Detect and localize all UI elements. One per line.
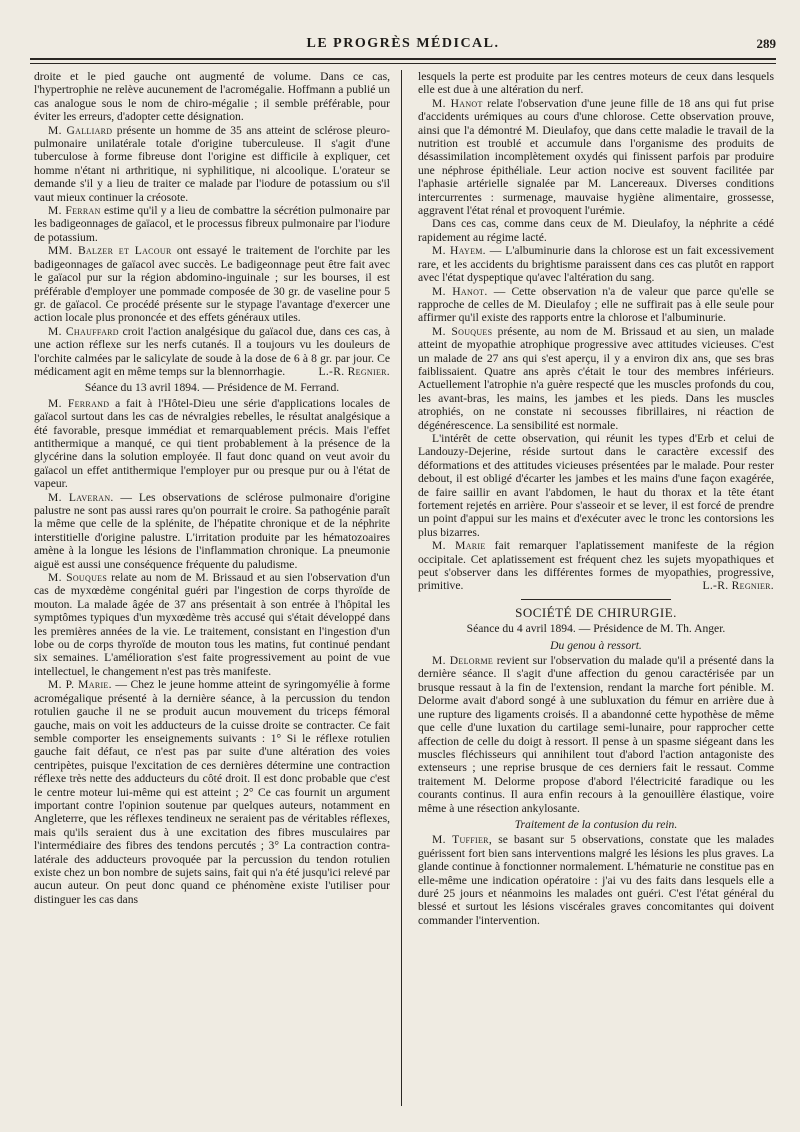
paragraph: L'intérêt de cette observation, qui réunit les types d'Erb et celui de Landouzy-Dejerine, réside surtout dans le caractère excessif des déformations et des attitudes vicieuses présentées par le malade. Pour rester debout, il est obligé d'écarter les jambes et les mains d'une façon exagérée, de faire saillir en avant l'abdomen, le haut du thorax et la tête étant fortement rejetés en arrière. Pour s'asseoir et se lever, il est forcé de prendre un point d'appui sur les mains et d'exécuter avec le tronc les contorsions les plus bizarres.	[418, 431, 774, 539]
paragraph: M. P. Marie. — Chez le jeune homme atteint de syringomyélie à forme acromégalique présenté à la dernière séance, à la percussion du tendon rotulien gauche il ne se produit aucun mouvement du triceps fémoral gauche, mais on voit les adducteurs de la cuisse droite se contracter. Ce fait semble comporter les enseignements suivants : 1° Si le réflexe rotulien gauche fait défaut, ce n'est pas par suite d'une altération des voies centripètes, puisque l'excitation de ces dernières détermine une contraction réflexe très nette des adducteurs du côté droit. Il est donc probable que c'est le centre moteur lui-même qui est atteint ; 2° Ce cas fournit un argument important contre l'opinion soutenue par quelques auteurs, notamment en Angleterre, que les réflexes tendineux ne seraient pas de véritables réflexes, mais qu'ils seraient dus à une excitation des fibres musculaires par l'intermédiaire des fibres des tendons percutés ; 3° La contraction contra-latérale des adducteurs provoquée par la percussion du tendon rotulien existe chez un bon nombre de sujets sains, fait qui n'a été jusqu'ici relevé par aucun auteur. On peut donc quand ce phénomène existe l'utiliser pour distinguer les cas dans	[34, 678, 390, 906]
speaker-name: M. Ferrand	[48, 396, 110, 410]
paragraph: M. Ferran estime qu'il y a lieu de combattre la sécrétion pulmonaire par les badigeonnages de gaïacol, et le processus fibreux pulmonaire par l'iodure de potassium.	[34, 204, 390, 244]
section-separator	[521, 599, 671, 600]
signature: L.-R. Regnier.	[702, 579, 774, 593]
session-heading: Séance du 13 avril 1894. — Présidence de M. Ferrand.	[84, 381, 340, 395]
paragraph: M. Souques relate au nom de M. Brissaud et au sien l'observation d'un cas de myxœdème congénital guéri par l'ingestion de corps thyroïde de mouton. La malade âgée de 37 ans présentait à son entrée à l'hôpital les symptômes typiques d'un myxœdème très accusé qui s'était développé dans les premières années de la vie. Le traitement, consistant en l'ingestion d'un lobe ou de corps thyroïde de mouton tous les matins, fut continué pendant six semaines. L'amélioration s'est faite progressivement au point de vue intellectuel, le changement n'est pas très manifeste.	[34, 571, 390, 678]
paragraph: M. Hayem. — L'albuminurie dans la chlorose est un fait excessivement rare, et les accidents du brightisme paraissent dans ces cas plutôt en rapport avec l'état dyspeptique qu'avec l'altération du sang.	[418, 244, 774, 285]
speaker-name: M. Chauffard	[48, 324, 119, 338]
paragraph: M. Hanot. — Cette observation n'a de valeur que parce qu'elle se rapproche de celles de M. Dieulafoy ; elle ne suffirait pas à elle seule pour affirmer qu'il existe des rapports entre la chlorose et l'albuminurie.	[418, 284, 774, 325]
signature: L.-R. Regnier.	[318, 364, 390, 378]
left-column	[34, 70, 390, 1106]
speaker-name: M. P. Marie.	[48, 678, 112, 692]
paragraph: droite et le pied gauche ont augmenté de volume. Dans ce cas, l'hypertrophie ne relève aucunement de l'acromégalie. Hoffmann a publié un cas analogue sous le nom de chiro-mégalie ; il semble préférable, pour éviter les erreurs, d'adopter cette désignation.	[34, 70, 390, 124]
paragraph: lesquels la perte est produite par les centres moteurs de ceux dans lesquels elle est due à une altération du nerf.	[418, 70, 774, 97]
paragraph: M. Chauffard croit l'action analgésique du gaïacol due, dans ces cas, à une action réflexe sur les nerfs cutanés. Il a toujours vu les douleurs de l'orchite calmées par le salicylate de soude à la dose de 6 à 8 gr. par jour. Ce médicament agit en même temps sur la blennorrhagie. L.-R. Regnier.	[34, 324, 390, 378]
speaker-name: M. Souques	[432, 324, 493, 338]
speaker-name: M. Laveran.	[48, 490, 114, 504]
speaker-name: M. Hayem.	[432, 244, 486, 258]
speaker-name: M. Marie	[432, 539, 486, 553]
paragraph: M. Delorme revient sur l'observation du malade qu'il a présenté dans la dernière séance. Il s'agit d'une affection du genou caractérisée par un brusque ressaut à la fin de l'extension, rendant la marche fort pénible. M. Delorme avait d'abord songé à une subluxation du fémur en arrière due à une rupture des ligaments croisés. Il a abandonné cette hypothèse de même que celle d'une luxation du cartilage semi-lunaire, pour rapprocher cette affection de celle du doigt à ressort. Il pense à un spasme siégeant dans les muscles fléchisseurs qui annihilent tout d'abord l'action antagoniste des extenseurs ; une reprise brusque de ces derniers fait le ressaut. Comme traitement M. Delorme propose d'abord l'électricité faradique ou les courants continus. Il aura enfin recours à la genouillère élastique, voire même à une résection ankylosante.	[418, 654, 774, 815]
column-divider	[401, 70, 402, 1106]
subheading: Du genou à ressort.	[550, 638, 642, 652]
paragraph: MM. Balzer et Lacour ont essayé le traitement de l'orchite par les badigeonnages de gaïacol avec succès. Le badigeonnage peut être fait avec le gaïacol pur sur la région abdomino-inguinale ; sur les bourses, il est préférable d'employer une pommade composée de 30 gr. de vaseline pour 5 gr. de gaïacol. Ce procédé présente sur le stypage l'avantage d'exercer une action locale plus prononcée et des effets généraux utiles.	[34, 244, 390, 325]
speaker-name: M. Delorme	[432, 654, 494, 668]
right-column	[418, 70, 774, 1106]
header-rule	[30, 58, 776, 64]
paragraph: M. Ferrand a fait à l'Hôtel-Dieu une série d'applications locales de gaïacol surtout dans les cas de névralgies rebelles, le résultat analgésique a été favorable, presque immédiat et remarquablement précis. Mais l'effet antithermique a manqué, ce qui tient probablement à la présence de la glycérine dans la solution employée. Il faut donc quand on veut avoir du gaïacol un effet antithermique l'employer pur ou presque pur ou à l'état de vapeur.	[34, 396, 390, 491]
page-number: 289	[756, 36, 776, 51]
running-head	[30, 36, 776, 58]
journal-title: LE PROGRÈS MÉDICAL.	[306, 36, 500, 51]
paragraph: M. Galliard présente un homme de 35 ans atteint de sclérose pleuro-pulmonaire unilatérale totale d'origine tuberculeuse. Il s'agit d'une tuberculose à forme fibreuse dont l'origine est difficile à expliquer, cet homme n'étant ni arthritique, ni syphilitique, ni alcoolique. L'orateur se demande s'il y a lieu de traiter ce malade par l'iodure de potassium ou s'il vaut mieux continuer la créosote.	[34, 123, 390, 204]
paragraph: M. Laveran. — Les observations de sclérose pulmonaire d'origine palustre ne sont pas aussi rares qu'on pourrait le croire. Sa pathogénie paraît la même que celle de la splénite, de l'hépatite chronique et de la néphrite interstitielle d'origine palustre. L'irritation produite par les hématozoaires amène à la longue les lésions de l'inflammation chronique. La pneumonie aiguë est aussi une conséquence fréquente du paludisme.	[34, 490, 390, 571]
speaker-name: M. Galliard	[48, 123, 113, 137]
paragraph: Dans ces cas, comme dans ceux de M. Dieulafoy, la néphrite a cédé rapidement au régime lacté.	[418, 217, 774, 244]
speaker-name: MM. Balzer et Lacour	[48, 244, 172, 258]
paragraph: M. Marie fait remarquer l'aplatissement manifeste de la région occipitale. Cet aplatissement est fréquent chez les sujets myopathiques et peut s'observer dans les différentes formes de myopathies, progressive, primitive. L.-R. Regnier.	[418, 539, 774, 593]
speaker-name: M. Souques	[48, 571, 108, 585]
session-heading: Séance du 4 avril 1894. — Présidence de M. Th. Anger.	[466, 622, 726, 636]
society-heading: SOCIÉTÉ DE CHIRURGIE.	[515, 604, 677, 620]
paragraph: M. Hanot relate l'observation d'une jeune fille de 18 ans qui fut prise d'accidents urémiques au cours d'une chlorose. Cette observation prouve, ainsi que l'a démontré M. Dieulafoy, que dans cette maladie le travail de la nutrition est troublé et accumule dans l'organisme des produits de désassimilation incomplètement oxydés qui finissent parfois par produire une néphrose épithéliale. Leur action nocive est souvent facilitée par l'aphasie artérielle signalée par M. Lancereaux. Diverses conditions intercurrentes : surmenage, mauvaise hygiène alimentaire, grossesse, aggravent l'état rénal et provoquent l'urémie.	[418, 96, 774, 218]
paragraph: M. Tuffier, se basant sur 5 observations, constate que les malades guérissent fort bien sans interventions malgré les lésions les plus graves. La glande continue à fonctionner normalement. L'hématurie ne constitue pas en elle-même une indication opératoire : j'ai vu des faits dans lesquels elle a duré 25 jours et néanmoins les malades ont guéri. C'est l'état général du blessé et surtout les lésions viscérales graves concomitantes qui doivent commander l'intervention.	[418, 833, 774, 927]
paragraph: M. Souques présente, au nom de M. Brissaud et au sien, un malade atteint de myopathie atrophique progressive avec attitudes vicieuses. C'est un malade de 27 ans qui s'est aperçu, il y a environ dix ans, que ses bras faiblissaient. Quatre ans après c'était le tour des membres inférieurs. Actuellement l'atrophie n'a guère respecté que les muscles profonds du cou, les avant-bras, les mains, les jambes et les pieds. Dans les muscles atrophiés, on ne constate ni secousses fibrillaires, ni réaction de dégénérescence. La sensibilité est normale.	[418, 324, 774, 432]
speaker-name: M. Hanot	[432, 96, 483, 110]
speaker-name: M. Ferran	[48, 204, 101, 218]
speaker-name: M. Hanot.	[432, 284, 488, 298]
speaker-name: M. Tuffier,	[432, 833, 493, 847]
subheading: Traitement de la contusion du rein.	[514, 817, 678, 831]
